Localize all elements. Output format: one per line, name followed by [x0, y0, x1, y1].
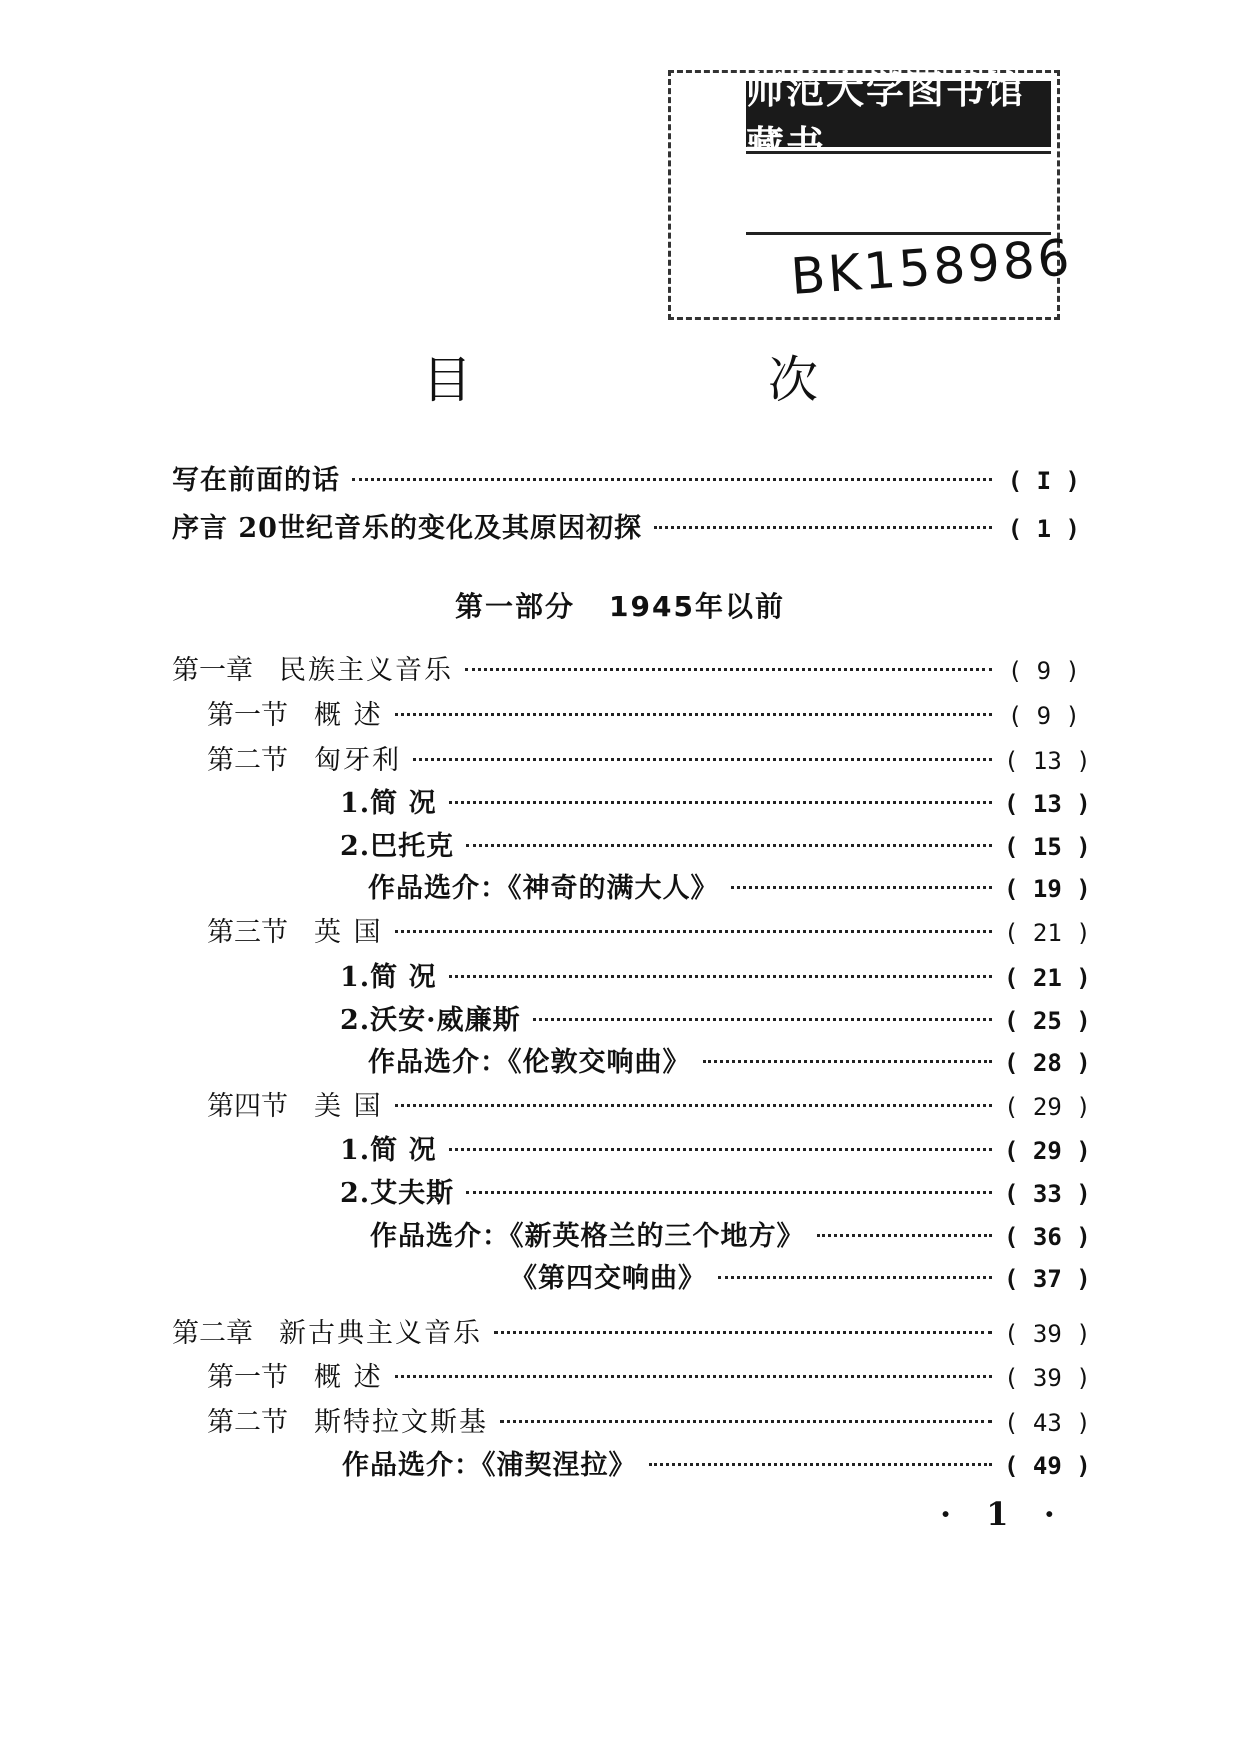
library-stamp [668, 67, 1075, 320]
entry-page: ( 39 ) [1004, 1364, 1091, 1392]
entry-page: ( 25 ) [1004, 1007, 1091, 1035]
entry-page: ( 15 ) [1004, 833, 1091, 861]
page-number: · 1 · [940, 1495, 1067, 1533]
entry-page: ( 21 ) [1004, 919, 1091, 947]
dot-leader [449, 1148, 992, 1151]
dot-leader [395, 713, 992, 716]
entry-page: ( I ) [1007, 467, 1080, 495]
stamp-blank-field [746, 151, 1051, 235]
work-label: 作品选介：《伦敦交响曲》 [368, 1047, 691, 1078]
entry-page: ( 29 ) [1004, 1137, 1091, 1165]
dot-leader [466, 1191, 992, 1194]
toc-chapter-1 [172, 648, 1080, 687]
section-head: 第二节 [207, 1407, 288, 1438]
dot-leader [466, 844, 992, 847]
dot-leader [449, 975, 992, 978]
toc-section [207, 1400, 1091, 1439]
dot-leader [500, 1420, 992, 1423]
dot-leader [494, 1331, 992, 1334]
toc-subsection [340, 781, 1091, 820]
section-head: 第三节 [207, 917, 288, 948]
entry-page: ( 39 ) [1004, 1320, 1091, 1348]
dot-leader [703, 1060, 993, 1063]
dot-leader [413, 758, 992, 761]
work-label: 作品选介：《神奇的满大人》 [368, 873, 719, 904]
subsection-label: 2.巴托克 [340, 831, 455, 862]
toc-section [207, 738, 1091, 777]
toc-subsection [340, 1171, 1091, 1210]
part-subtitle: 1945年以前 [609, 590, 785, 623]
dot-leader [533, 1018, 992, 1021]
work-label: 作品选介：《浦契涅拉》 [342, 1450, 637, 1481]
dot-leader [649, 1463, 993, 1466]
entry-label: 序言 20世纪音乐的变化及其原因初探 [172, 513, 642, 544]
toc-subsection [340, 955, 1091, 994]
part-label: 第一部分 [455, 590, 576, 623]
chapter-head: 第一章 [172, 655, 253, 686]
stamp-library-text: 师范大学图书馆藏书 [746, 81, 1051, 147]
stamp-catalog-number: BK158986 [788, 228, 1075, 307]
toc-work [342, 1443, 1091, 1482]
entry-page: ( 29 ) [1004, 1093, 1091, 1121]
toc-section [207, 1355, 1091, 1394]
toc-entry-preface [172, 506, 1080, 545]
entry-page: ( 9 ) [1007, 657, 1080, 685]
dot-leader [395, 1104, 992, 1107]
entry-page: ( 49 ) [1004, 1452, 1091, 1480]
entry-page: ( 13 ) [1004, 747, 1091, 775]
section-label: 美 国 [314, 1091, 383, 1122]
page-title: 目 次 [422, 351, 958, 409]
toc-subsection [340, 824, 1091, 863]
toc-subsection [340, 998, 1091, 1037]
chapter-label: 新古典主义音乐 [279, 1318, 482, 1349]
section-label: 英 国 [314, 917, 383, 948]
subsection-label: 1.简 况 [340, 1135, 437, 1166]
section-label: 斯特拉文斯基 [314, 1407, 488, 1438]
dot-leader [395, 930, 992, 933]
work-label: 《第四交响曲》 [510, 1263, 706, 1294]
entry-page: ( 9 ) [1007, 702, 1080, 730]
toc-work [510, 1256, 1091, 1295]
entry-page: ( 36 ) [1004, 1223, 1091, 1251]
entry-page: ( 37 ) [1004, 1265, 1091, 1293]
entry-page: ( 21 ) [1004, 964, 1091, 992]
toc-section [207, 910, 1091, 949]
entry-page: ( 19 ) [1004, 875, 1091, 903]
toc-work [368, 866, 1091, 905]
toc-subsection [340, 1128, 1091, 1167]
dot-leader [352, 478, 992, 481]
entry-label: 写在前面的话 [172, 465, 340, 496]
toc-section [207, 693, 1080, 732]
subsection-label: 1.简 况 [340, 788, 437, 819]
section-head: 第四节 [207, 1091, 288, 1122]
dot-leader [731, 886, 993, 889]
section-label: 概 述 [314, 700, 383, 731]
dot-leader [817, 1234, 993, 1237]
dot-leader [465, 668, 992, 671]
work-label: 作品选介：《新英格兰的三个地方》 [370, 1221, 805, 1252]
entry-page: ( 28 ) [1004, 1049, 1091, 1077]
toc-work [368, 1040, 1091, 1079]
subsection-label: 2.沃安·威廉斯 [340, 1005, 521, 1036]
dot-leader [449, 801, 992, 804]
toc-work [370, 1214, 1091, 1253]
subsection-label: 1.简 况 [340, 962, 437, 993]
entry-page: ( 43 ) [1004, 1409, 1091, 1437]
section-head: 第二节 [207, 745, 288, 776]
entry-page: ( 1 ) [1007, 515, 1080, 543]
dot-leader [718, 1276, 992, 1279]
section-head: 第一节 [207, 700, 288, 731]
entry-page: ( 13 ) [1004, 790, 1091, 818]
chapter-label: 民族主义音乐 [279, 655, 453, 686]
toc-section [207, 1084, 1091, 1123]
chapter-head: 第二章 [172, 1318, 253, 1349]
part-heading [0, 585, 1240, 625]
toc-chapter-2 [172, 1311, 1091, 1350]
dot-leader [654, 526, 992, 529]
dot-leader [395, 1375, 992, 1378]
toc-entry-foreword [172, 458, 1080, 497]
section-label: 概 述 [314, 1362, 383, 1393]
section-head: 第一节 [207, 1362, 288, 1393]
subsection-label: 2.艾夫斯 [340, 1178, 455, 1209]
section-label: 匈牙利 [314, 745, 401, 776]
entry-page: ( 33 ) [1004, 1180, 1091, 1208]
